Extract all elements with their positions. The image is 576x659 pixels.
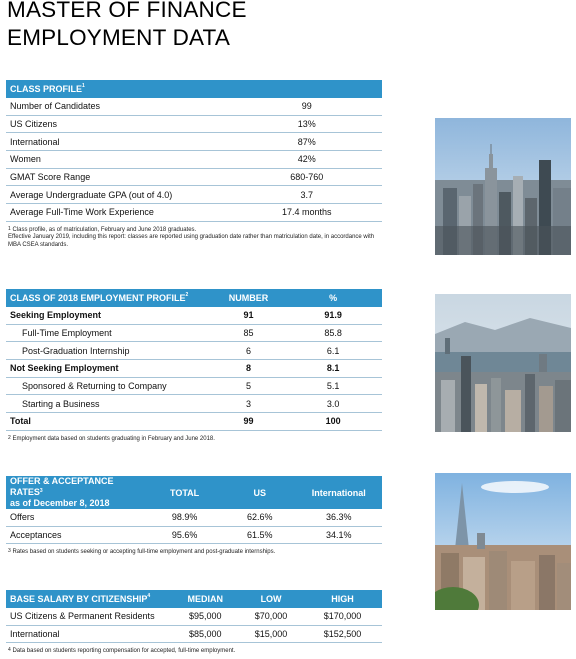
class-profile-footnote <box>6 227 382 250</box>
london-skyline-photo <box>435 473 571 610</box>
row-percent: 3.0 <box>284 395 382 413</box>
row-percent: 5.1 <box>284 377 382 395</box>
col-low: LOW <box>239 590 303 608</box>
row-number: 6 <box>213 342 284 360</box>
table-row <box>6 377 382 395</box>
employment-profile-table <box>6 289 382 431</box>
row-label: Total <box>6 413 213 431</box>
footnote-marker: 1 <box>82 83 85 89</box>
footnote-marker: 4 <box>147 593 151 599</box>
class-profile-header-row <box>6 80 382 98</box>
table-row <box>6 360 382 378</box>
employment-header <box>6 289 213 307</box>
row-median: $85,000 <box>171 625 239 643</box>
class-profile-table <box>6 80 382 222</box>
footnote-text: Rates based on students seeking or accepting full-time employment and post-graduate internships. <box>12 549 276 556</box>
row-high: $170,000 <box>303 608 382 625</box>
row-total: 95.6% <box>145 526 224 544</box>
employment-header-text: CLASS OF 2018 EMPLOYMENT PROFILE <box>10 293 186 303</box>
row-label: Offers <box>6 509 145 526</box>
row-label: Seeking Employment <box>6 307 213 324</box>
footnote-marker: 1 <box>8 225 11 232</box>
row-label: GMAT Score Range <box>6 168 232 186</box>
row-percent: 100 <box>284 413 382 431</box>
footnote-marker: 3 <box>39 488 43 494</box>
table-row <box>6 115 382 133</box>
row-label: Starting a Business <box>6 395 213 413</box>
row-value: 17.4 months <box>232 204 382 222</box>
salary-header-row <box>6 590 382 608</box>
offer-footnote <box>6 549 382 557</box>
page-title <box>7 0 247 52</box>
row-value: 3.7 <box>232 186 382 204</box>
hong-kong-skyline-photo <box>435 294 571 432</box>
class-profile-section <box>6 80 382 249</box>
employment-footnote <box>6 436 382 444</box>
employment-header-row <box>6 289 382 307</box>
salary-header <box>6 590 171 608</box>
employment-profile-section <box>6 289 382 443</box>
row-label: Acceptances <box>6 526 145 544</box>
footnote-marker: 4 <box>8 647 11 654</box>
footnote-text: Effective January 2019, including this report: classes are reported using graduation date rather than matriculation date, in accordance with MBA CSEA standards. <box>8 234 375 248</box>
title-line-1: MASTER OF FINANCE <box>7 0 247 22</box>
row-number: 99 <box>213 413 284 431</box>
row-us: 61.5% <box>224 526 295 544</box>
row-label: Average Full-Time Work Experience <box>6 204 232 222</box>
row-label: Number of Candidates <box>6 98 232 115</box>
table-row <box>6 324 382 342</box>
salary-header-text: BASE SALARY BY CITIZENSHIP <box>10 594 148 604</box>
row-international: 34.1% <box>296 526 383 544</box>
salary-footnote <box>6 648 382 656</box>
col-total: TOTAL <box>145 476 224 509</box>
table-row <box>6 186 382 204</box>
col-international: International <box>296 476 383 509</box>
col-percent: % <box>284 289 382 307</box>
row-number: 85 <box>213 324 284 342</box>
table-row <box>6 151 382 169</box>
row-label: International <box>6 625 171 643</box>
row-number: 3 <box>213 395 284 413</box>
row-percent: 6.1 <box>284 342 382 360</box>
total-row <box>6 413 382 431</box>
table-row <box>6 204 382 222</box>
table-row <box>6 526 382 544</box>
base-salary-section <box>6 590 382 656</box>
row-label: US Citizens <box>6 115 232 133</box>
offer-acceptance-section <box>6 476 382 557</box>
table-row <box>6 307 382 324</box>
row-number: 8 <box>213 360 284 378</box>
row-high: $152,500 <box>303 625 382 643</box>
offer-acceptance-table <box>6 476 382 544</box>
new-york-skyline-photo <box>435 118 571 255</box>
row-total: 98.9% <box>145 509 224 526</box>
row-label: Post-Graduation Internship <box>6 342 213 360</box>
table-row <box>6 133 382 151</box>
class-profile-header-text: CLASS PROFILE <box>10 84 83 94</box>
col-number: NUMBER <box>213 289 284 307</box>
offer-header <box>6 476 145 509</box>
col-high: HIGH <box>303 590 382 608</box>
row-median: $95,000 <box>171 608 239 625</box>
footnote-text: Employment data based on students graduating in February and June 2018. <box>12 435 215 442</box>
row-value: 42% <box>232 151 382 169</box>
table-row <box>6 395 382 413</box>
row-value: 680-760 <box>232 168 382 186</box>
row-label: International <box>6 133 232 151</box>
title-line-2: EMPLOYMENT DATA <box>7 25 231 50</box>
footnote-marker: 2 <box>8 434 11 441</box>
col-us: US <box>224 476 295 509</box>
base-salary-table <box>6 590 382 643</box>
offer-header-row <box>6 476 382 509</box>
table-row <box>6 98 382 115</box>
row-percent: 91.9 <box>284 307 382 324</box>
footnote-marker: 3 <box>8 548 11 555</box>
row-low: $70,000 <box>239 608 303 625</box>
row-label: Women <box>6 151 232 169</box>
class-profile-header <box>6 80 382 98</box>
table-row <box>6 509 382 526</box>
row-label: Full-Time Employment <box>6 324 213 342</box>
row-label: US Citizens & Permanent Residents <box>6 608 171 625</box>
row-number: 5 <box>213 377 284 395</box>
footnote-text: Data based on students reporting compensation for accepted, full-time employment. <box>12 648 236 655</box>
table-row <box>6 608 382 625</box>
table-row <box>6 342 382 360</box>
col-median: MEDIAN <box>171 590 239 608</box>
row-number: 91 <box>213 307 284 324</box>
row-label: Sponsored & Returning to Company <box>6 377 213 395</box>
table-row <box>6 168 382 186</box>
footnote-marker: 2 <box>185 292 189 298</box>
row-label: Average Undergraduate GPA (out of 4.0) <box>6 186 232 204</box>
footnote-text: Class profile, as of matriculation, February and June 2018 graduates. <box>12 226 197 233</box>
row-percent: 85.8 <box>284 324 382 342</box>
row-value: 13% <box>232 115 382 133</box>
row-us: 62.6% <box>224 509 295 526</box>
offer-header-text: OFFER & ACCEPTANCE RATES <box>10 476 114 497</box>
row-international: 36.3% <box>296 509 383 526</box>
offer-header-date: as of December 8, 2018 <box>10 498 110 508</box>
row-label: Not Seeking Employment <box>6 360 213 378</box>
row-low: $15,000 <box>239 625 303 643</box>
table-row <box>6 625 382 643</box>
row-value: 87% <box>232 133 382 151</box>
row-percent: 8.1 <box>284 360 382 378</box>
row-value: 99 <box>232 98 382 115</box>
